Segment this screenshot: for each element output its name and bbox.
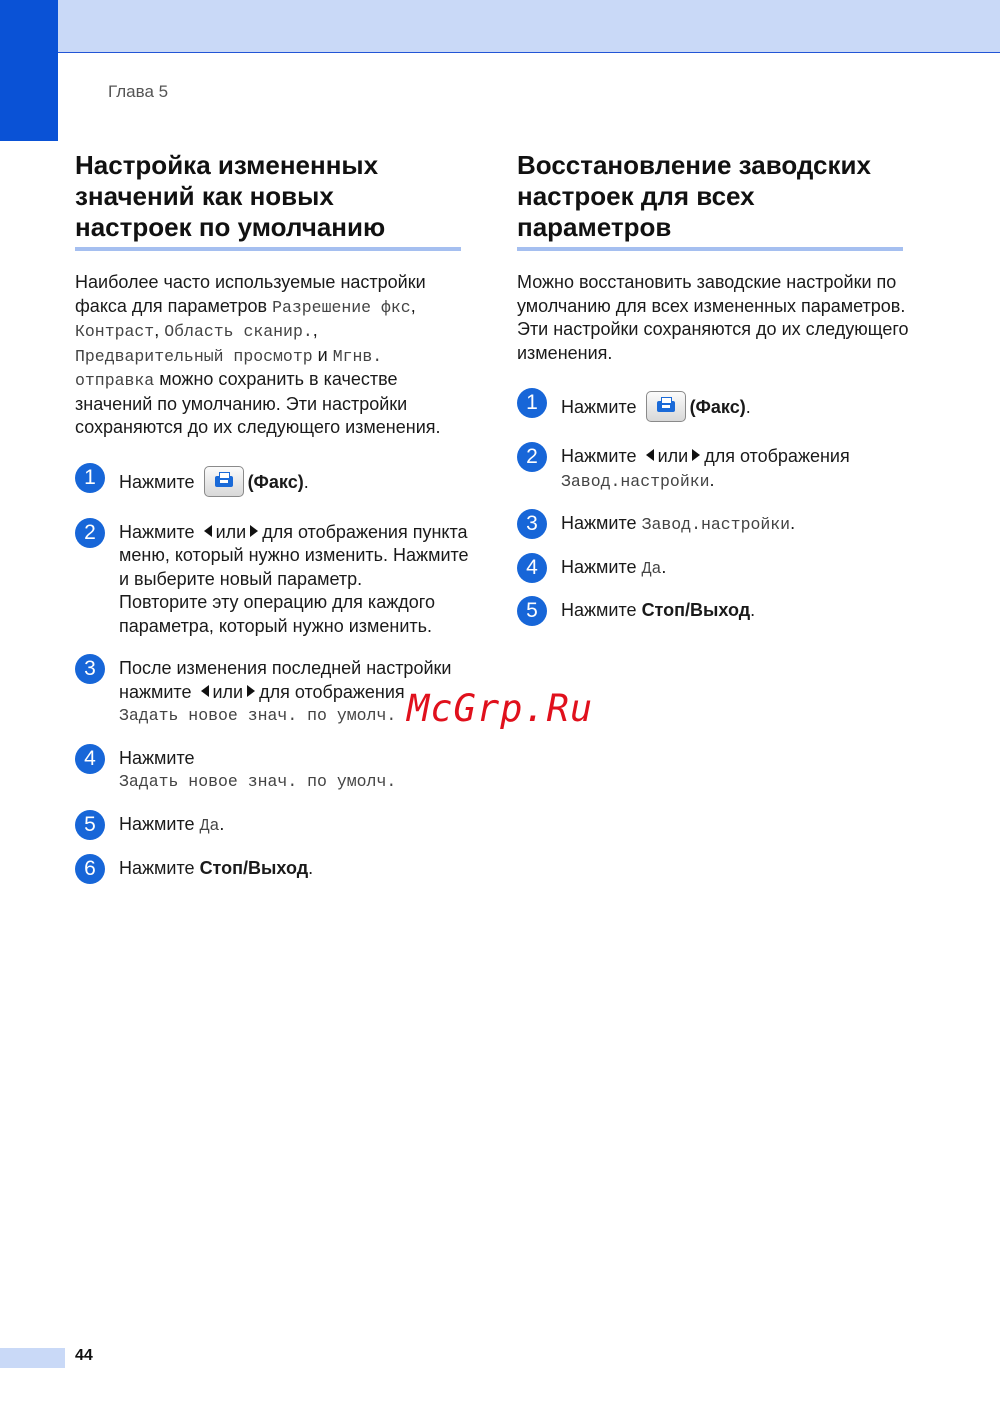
step-number-badge: 3	[75, 654, 105, 684]
step-text-continued: для отображения пункта меню, который нужно изменить. Нажмите и выберите новый параметр.	[119, 521, 469, 589]
step-end: .	[709, 469, 715, 490]
right-step-1	[517, 391, 917, 422]
intro-text: Наиболее часто используемые настройки факса для параметров	[75, 272, 426, 316]
left-arrow-icon	[646, 449, 654, 461]
left-step-4	[75, 747, 470, 794]
left-step-5	[75, 813, 470, 838]
step-end: .	[750, 600, 756, 620]
right-title-line-3: параметров	[517, 212, 672, 242]
step-number-badge: 1	[75, 463, 105, 493]
chapter-tab	[0, 0, 58, 141]
step-number-badge: 4	[517, 553, 547, 583]
setting-preview: Предварительный просмотр	[75, 346, 313, 366]
left-title-line-1: Настройка измененных	[75, 150, 379, 180]
step-text: Нажмите	[561, 556, 637, 577]
step-or: или	[212, 681, 244, 702]
separator: ,	[312, 320, 318, 340]
step-number-badge: 4	[75, 744, 105, 774]
right-step-5	[517, 599, 917, 623]
step-text: Нажмите	[119, 813, 195, 834]
step-end: .	[219, 813, 225, 834]
option-yes: Да	[641, 558, 662, 578]
left-step-1	[75, 466, 470, 497]
left-step-6	[75, 857, 470, 881]
left-intro-paragraph	[75, 271, 470, 440]
fax-glyph-icon	[215, 476, 233, 487]
step-number-badge: 1	[517, 388, 547, 418]
step-end: .	[790, 513, 796, 533]
step-text: Нажмите	[119, 471, 195, 492]
left-column	[75, 150, 470, 881]
step-text: Нажмите	[119, 858, 195, 878]
right-title-line-2: настроек для всех	[517, 181, 755, 211]
chapter-label: Глава 5	[108, 82, 169, 101]
step-text: После изменения последней настройки нажмите	[119, 658, 452, 702]
left-steps	[75, 466, 470, 881]
menu-option-set-default: Задать новое знач. по умолч.	[119, 706, 397, 725]
step-number-badge: 2	[517, 442, 547, 472]
step-text: Нажмите	[561, 446, 637, 466]
step-end: .	[308, 858, 314, 878]
right-step-2	[517, 445, 917, 493]
step-number-badge: 6	[75, 854, 105, 884]
left-section-title	[75, 150, 461, 251]
setting-scan-area: Область сканир.	[164, 322, 313, 341]
fax-label: (Факс)	[689, 397, 746, 417]
left-title-line-3: настроек по умолчанию	[75, 212, 386, 242]
fax-label: (Факс)	[247, 471, 304, 492]
step-text-continued: для отображения	[259, 681, 405, 702]
menu-option-factory-reset: Завод.настройки	[561, 471, 710, 491]
menu-option-factory-reset: Завод.настройки	[641, 515, 791, 534]
menu-option-set-default: Задать новое знач. по умолч.	[119, 772, 397, 791]
left-arrow-icon	[204, 525, 212, 537]
header-rule	[58, 52, 1000, 53]
option-yes: Да	[199, 815, 220, 835]
step-text: Нажмите	[119, 521, 195, 542]
right-steps	[517, 391, 917, 623]
left-arrow-icon	[201, 685, 209, 697]
right-step-4	[517, 556, 917, 581]
step-or: или	[657, 446, 689, 466]
step-number-badge: 5	[75, 810, 105, 840]
step-end: .	[661, 556, 667, 577]
fax-button-icon	[204, 466, 244, 497]
step-text: Нажмите	[561, 513, 637, 533]
header-band	[0, 0, 1000, 52]
stop-exit-key: Стоп/Выход	[641, 600, 751, 620]
footer-band	[0, 1348, 65, 1368]
left-step-2	[75, 521, 470, 639]
step-end: .	[303, 471, 309, 492]
page-number: 44	[75, 1347, 93, 1364]
right-arrow-icon	[247, 685, 255, 697]
step-end: .	[745, 397, 751, 417]
step-text-continued: для отображения	[704, 446, 850, 466]
conjunction: и	[312, 344, 333, 365]
step-text: Нажмите	[119, 747, 195, 768]
fax-glyph-icon	[657, 401, 675, 412]
right-intro-paragraph: Можно восстановить заводские настройки по умолчанию для всех измененных параметров. Эти настройки сохраняются до их следующего изменения.	[517, 272, 909, 363]
setting-resolution: Разрешение фкс	[272, 297, 411, 317]
right-section-title	[517, 150, 903, 251]
watermark: McGrp.Ru	[407, 687, 594, 730]
step-text: Нажмите	[561, 397, 637, 417]
right-arrow-icon	[692, 449, 700, 461]
right-column	[517, 150, 917, 623]
stop-exit-key: Стоп/Выход	[199, 858, 309, 878]
intro-text-end: можно сохранить в качестве значений по умолчанию. Эти настройки сохраняются до их следующего изменения.	[75, 369, 441, 437]
step-number-badge: 2	[75, 518, 105, 548]
step-number-badge: 3	[517, 509, 547, 539]
step-text: Нажмите	[561, 600, 637, 620]
fax-button-icon	[646, 391, 686, 422]
separator: ,	[154, 320, 165, 340]
separator: ,	[410, 295, 416, 316]
right-step-3	[517, 512, 917, 537]
setting-contrast: Контраст	[75, 322, 155, 341]
right-arrow-icon	[250, 525, 258, 537]
right-title-line-1: Восстановление заводских	[517, 150, 871, 180]
left-title-line-2: значений как новых	[75, 181, 334, 211]
step-text-repeat: Повторите эту операцию для каждого параметра, который нужно изменить.	[119, 592, 435, 636]
step-number-badge: 5	[517, 596, 547, 626]
step-or: или	[215, 521, 247, 542]
setting-instant-send: Мгнв. отправка	[75, 346, 383, 390]
